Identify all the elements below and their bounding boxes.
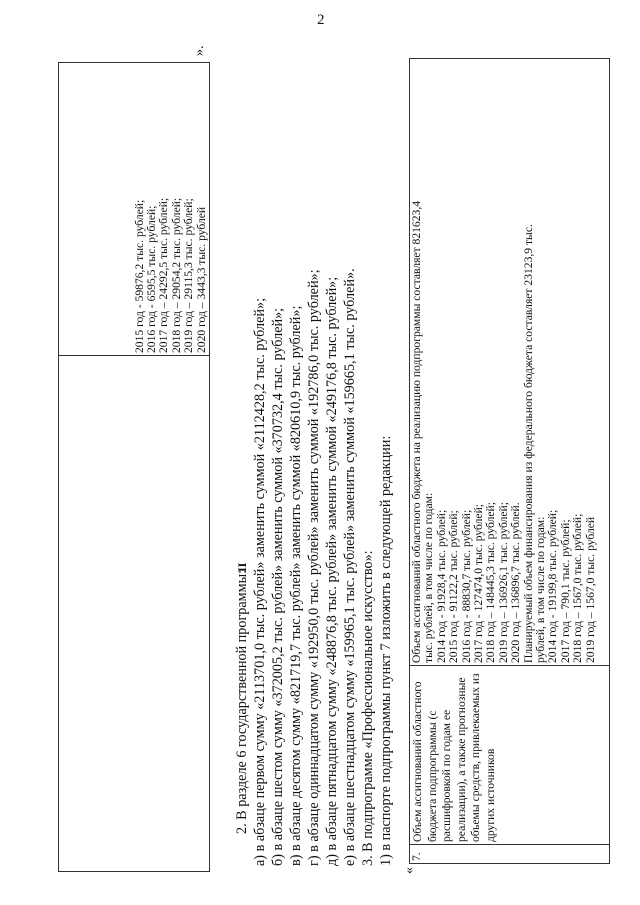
funding-table — [409, 58, 610, 864]
content-line: 2017 год - 127474,0 тыс. рублей; — [472, 503, 486, 663]
list-item: 2020 год – 3443,3 тыс. рублей — [194, 206, 208, 353]
label-line: расшифровкой по годам ее — [440, 709, 453, 842]
content-line: 2018 год – 148445,3 тыс. рублей; — [484, 502, 498, 663]
list-item: 2017 год – 24292,5 тыс. рублей; — [157, 197, 171, 353]
amendment-paragraph: а) в абзаце первом сумму «2113701,0 тыс. рублей» заменить суммой «2112428,2 тыс. рублей»; — [252, 297, 268, 866]
content-line: Планируемый объем финансирования из федерального бюджета составляет 23123,9 тыс. — [521, 224, 535, 663]
item-content-cell — [410, 59, 610, 666]
content-line: 2019 год – 136926,1 тыс. рублей; — [496, 502, 510, 663]
list-item: 2015 год - 59876,2 тыс. рублей; — [132, 199, 146, 353]
list-item: 2016 год - 6595,5 тыс. рублей; — [144, 205, 158, 353]
amendment-paragraph: г) в абзаце одиннадцатом сумму «192950,0 тыс. рублей» заменить суммой «192786,0 тыс. рублей»; — [306, 269, 322, 866]
content-line: 2014 год - 91928,4 тыс. рублей; — [434, 509, 448, 663]
list-item: 2018 год – 29054,2 тыс. рублей; — [169, 197, 183, 353]
label-line: других источников — [483, 748, 497, 842]
instruction-paragraph: 1) в паспорте подпрограммы пункт 7 изложить в следующей редакции: — [378, 435, 394, 866]
item-number-cell — [410, 845, 610, 864]
page-number: 2 — [317, 12, 325, 28]
section-heading: 2. В разделе 6 государственной программы: — [234, 569, 250, 834]
subprogram-heading: 3. В подпрограмме «Профессиональное искусство»: — [360, 550, 376, 866]
amendment-paragraph: в) в абзаце десятом сумму «821719,7 тыс. рублей» заменить суммой «820610,9 тыс. рублей»; — [288, 305, 304, 866]
content-line: 2017 год – 790,1 тыс. рублей; — [558, 519, 572, 663]
closing-quote-mark: ». — [192, 45, 207, 56]
top-table-left-cell — [59, 356, 210, 872]
content-line: 2020 год – 136896,7 тыс. рублей. — [509, 502, 523, 663]
opening-quote-mark: « — [402, 867, 417, 874]
item-content — [410, 59, 598, 665]
rotated-page-content — [28, 32, 628, 872]
content-line: 2015 год - 91122,2 тыс. рублей; — [447, 510, 461, 663]
funding-list — [133, 63, 209, 355]
amendment-paragraph: е) в абзаце шестнадцатом сумму «159965,1 тыс. рублей» заменить суммой «159665,1 тыс. рублей». — [342, 268, 358, 866]
item-label — [410, 666, 499, 844]
label-line: реализации), а также прогнозные — [454, 677, 468, 842]
item-number: 7. — [410, 852, 423, 861]
item-label-cell — [410, 666, 610, 845]
content-line: 2018 год – 1567,0 тыс. рублей; — [571, 513, 585, 663]
content-line: Объем ассигнований областного бюджета на реализацию подпрограммы составляет 821623,4 — [410, 200, 423, 663]
content-line: 2014 год - 19199,8 тыс. рублей; — [546, 509, 560, 663]
label-line: бюджета подпрограммы (с — [425, 710, 439, 842]
scan-mark: II — [235, 562, 249, 572]
content-line: рублей, в том числе по годам: — [534, 516, 548, 663]
amendment-paragraph: д) в абзаце пятнадцатом сумму «248876,8 тыс. рублей» заменить суммой «249176,8 тыс. рублей»; — [324, 276, 340, 866]
amendment-paragraph: б) в абзаце шестом сумму «372005,2 тыс. рублей» заменить суммой «370732,4 тыс. рублей»; — [270, 307, 286, 866]
content-line: 2016 год - 88830,7 тыс. рублей; — [459, 509, 473, 663]
label-line: Объем ассигнований областного — [411, 681, 424, 842]
top-table — [58, 62, 210, 872]
content-line: 2019 год – 1567,0 тыс. рублей — [583, 516, 597, 663]
content-line: тыс. рублей, в том числе по годам: — [422, 492, 436, 663]
top-table-right-cell — [59, 63, 210, 356]
list-item: 2019 год – 29115,3 тыс. рублей; — [182, 198, 196, 353]
label-line: объемы средств, привлекаемых из — [469, 673, 482, 842]
